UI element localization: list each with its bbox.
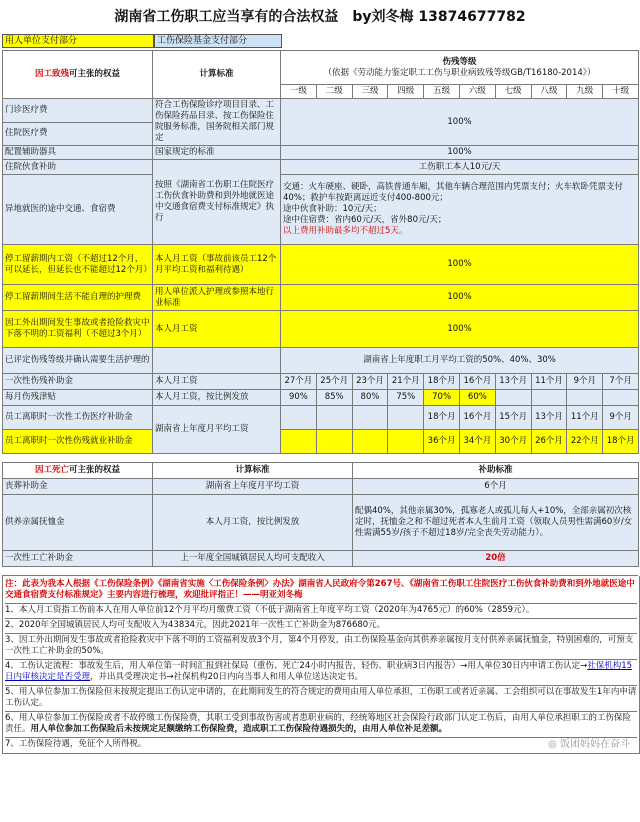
note-2: 2、2020年全国城镇居民人均可支配收入为43834元，因此2021年一次性工亡补助金为876680元。 — [5, 619, 637, 634]
note-4: 4、工伤认定流程：事故发生后，用人单位第一时间汇报到社保局（重伤、死亡24小时内报告，轻伤、职业病3日内报告）→用人单位30日内申请工伤认定→社保机构15日内审核决定是否受理，并出具受理决定书→社保机构20日内向当事人和用人单位送达决定书。 — [5, 660, 637, 686]
med-sub-grade-10: 9个月 — [603, 406, 639, 430]
std-subsidy: 湖南省上年度月平均工资 — [153, 406, 281, 454]
lump-sum-grade-3: 23个月 — [352, 374, 388, 390]
std-medical: 符合工伤保险诊疗项目目录、工伤保险药品目录、按工伤保险住院服务标准，国务院相关部门规定 — [153, 99, 281, 146]
allowance-grade-7 — [495, 390, 531, 406]
lump-sum-grade-2: 25个月 — [316, 374, 352, 390]
lump-sum-grade-8: 11个月 — [531, 374, 567, 390]
lump-sum-grade-5: 18个月 — [424, 374, 460, 390]
allowance-grade-9 — [567, 390, 603, 406]
death-header-standard: 计算标准 — [153, 463, 353, 479]
lump-sum-grade-1: 27个月 — [281, 374, 317, 390]
grade-7: 七级 — [495, 85, 531, 99]
notes-section — [2, 576, 640, 754]
row-label-pension: 供养亲属抚恤金 — [3, 495, 153, 551]
lump-sum-grade-4: 21个月 — [388, 374, 424, 390]
watermark: ◎ 饭团妈妈在奋斗 — [548, 739, 630, 750]
std-pension: 本人月工资，按比例发放 — [153, 495, 353, 551]
grade-1: 一级 — [281, 85, 317, 99]
row-label-monthly-allowance: 每月伤残津贴 — [3, 390, 153, 406]
med-sub-grade-6: 16个月 — [459, 406, 495, 430]
legend-employer: 用人单位支付部分 — [2, 34, 154, 48]
note-1: 1、本人月工资指工伤前本人在用人单位前12个月平均月缴费工资（不低于湖南省上年度平均工资（2020年为4765元）的60%（2859元）。 — [5, 604, 637, 619]
allowance-grade-6: 60% — [459, 390, 495, 406]
page-title: 湖南省工伤职工应当享有的合法权益 by刘冬梅 13874677782 — [114, 9, 526, 25]
med-sub-grade-2 — [316, 406, 352, 430]
grade-5: 五级 — [424, 85, 460, 99]
grade-8: 八级 — [531, 85, 567, 99]
emp-sub-grade-2 — [316, 430, 352, 454]
note-3: 3、因工外出期间发生事故或者抢险救灾中下落不明的工资福利发放3个月，第4个月停发，由工伤保险基金向其供养亲属按月支付供养亲属抚恤金，特别困难的，可预支一次性工亡补助金的50%。 — [5, 634, 637, 660]
row-label-assistive: 配置辅助器具 — [3, 146, 153, 160]
grade-6: 六级 — [459, 85, 495, 99]
death-header-benefit: 补助标准 — [353, 463, 639, 479]
val-death-lump: 20倍 — [353, 551, 639, 567]
row-label-life-care: 已评定伤残等级并确认需要生活护理的 — [3, 348, 153, 374]
emp-sub-grade-6: 34个月 — [459, 430, 495, 454]
row-label-missing: 因工外出期间发生事故或者抢险救灾中下落不明的工资福利（不超过3个月） — [3, 311, 153, 348]
emp-sub-grade-9: 22个月 — [567, 430, 603, 454]
std-missing: 本人月工资 — [153, 311, 281, 348]
emp-sub-grade-8: 26个月 — [531, 430, 567, 454]
note-7: 7、工伤保险待遇，免征个人所得税。 — [5, 739, 147, 749]
val-missing: 100% — [281, 311, 639, 348]
lump-sum-grade-7: 13个月 — [495, 374, 531, 390]
wechat-icon: ◎ — [548, 739, 560, 750]
grade-10: 十级 — [603, 85, 639, 99]
row-label-funeral: 丧葬补助金 — [3, 479, 153, 495]
allowance-grade-8 — [531, 390, 567, 406]
grade-9: 九级 — [567, 85, 603, 99]
row-label-meal: 住院伙食补助 — [3, 160, 153, 175]
row-label-travel: 异地就医的途中交通、食宿费 — [3, 175, 153, 245]
row-label-employment-subsidy: 员工离职时一次性伤残就业补助金 — [3, 430, 153, 454]
emp-sub-grade-5: 36个月 — [424, 430, 460, 454]
row-label-outpatient: 门诊医疗费 — [3, 99, 153, 123]
std-nursing: 用人单位派人护理或参照本地行业标准 — [153, 285, 281, 311]
allowance-grade-10 — [603, 390, 639, 406]
val-paid-leave: 100% — [281, 245, 639, 285]
allowance-grade-4: 75% — [388, 390, 424, 406]
emp-sub-grade-10: 18个月 — [603, 430, 639, 454]
note-4-underline: 社保机构15日内审核决定是否受理 — [5, 661, 633, 682]
note-5: 5、用人单位参加工伤保险但未按规定提出工伤认定申请的，在此期间发生的符合规定的费用由用人单位承担，工伤职工或者近亲属、工会组织可以在事故发生1年内申请工伤认定。 — [5, 686, 637, 712]
val-life-care: 湖南省上年度职工月平均工资的50%、40%、30% — [281, 348, 639, 374]
med-sub-grade-7: 15个月 — [495, 406, 531, 430]
std-lump-sum: 本人月工资 — [153, 374, 281, 390]
row-label-death-lump: 一次性工亡补助金 — [3, 551, 153, 567]
allowance-grade-5: 70% — [424, 390, 460, 406]
val-meal: 工伤职工本人10元/天 — [281, 160, 639, 175]
emp-sub-grade-3 — [352, 430, 388, 454]
disability-table — [2, 50, 639, 454]
page — [2, 0, 638, 754]
grade-3: 三级 — [352, 85, 388, 99]
val-pension: 配偶40%，其他亲属30%，孤寡老人或孤儿每人+10%，全部亲属初次核定时，抚恤金之和不超过死者本人生前月工资（领取人员男性需满60岁/女性需满55岁/孩子不超过18岁/完全丧失劳动能力）。 — [353, 495, 639, 551]
emp-sub-grade-1 — [281, 430, 317, 454]
val-medical: 100% — [281, 99, 639, 146]
std-death-lump: 上一年度全国城镇居民人均可支配收入 — [153, 551, 353, 567]
color-legend — [2, 34, 638, 48]
death-header-category: 因工死亡可主张的权益 — [3, 463, 153, 479]
val-travel: 交通：火车硬座、硬卧，高铁普通车厢，其他车辆合理范围内凭票支付；火车软卧凭票支付40%；救护车按距离远近支付400-800元； 途中伙食补助：10元/天； 途中住宿费：省内60元/天，省外80元/天； 以上费用补助最多均不超过5天。 — [281, 175, 639, 245]
row-label-nursing: 停工留薪期间生活不能自理的护理费 — [3, 285, 153, 311]
notes-header: 注：此表为我本人根据《工伤保险条例》《湖南省实施〈工伤保险条例〉办法》湖南省人民政府令第267号、《湖南省工伤职工住院医疗工伤伙食补助费和到外地就医途中交通食宿费支付标准规定》主要内容进行梳理，欢迎批评指正！——明亚刘冬梅 — [5, 577, 637, 604]
death-table — [2, 462, 639, 567]
val-funeral: 6个月 — [353, 479, 639, 495]
note-6: 6、用人单位参加工伤保险或者不故停缴工伤保险费，其职工受到事故伤害或者患职业病的，经统筹地区社会保险行政部门认定工伤后，由用人单位承担职工的工伤保险责任。用人单位参加工伤保险后未按规定足额缴纳工伤保险费，造成职工工伤保险待遇损失的，由用人单位补足差额。 — [5, 712, 637, 738]
grade-2: 二级 — [316, 85, 352, 99]
header-grade: 伤残等级 （依据《劳动能力鉴定职工工伤与职业病致残等级GB/T16180-2014》） — [281, 51, 639, 85]
val-assistive: 100% — [281, 146, 639, 160]
row-label-medical-subsidy: 员工离职时一次性工伤医疗补助金 — [3, 406, 153, 430]
std-paid-leave: 本人月工资（事故前该员工12个月平均工资和福利待遇） — [153, 245, 281, 285]
med-sub-grade-8: 13个月 — [531, 406, 567, 430]
allowance-grade-3: 80% — [352, 390, 388, 406]
std-monthly-allowance: 本人月工资，按比例发放 — [153, 390, 281, 406]
legend-fund: 工伤保险基金支付部分 — [154, 34, 282, 48]
row-label-paid-leave: 停工留薪期内工资（不超过12个月，可以延长，但延长也不能超过12个月） — [3, 245, 153, 285]
header-standard: 计算标准 — [153, 51, 281, 99]
emp-sub-grade-4 — [388, 430, 424, 454]
lump-sum-grade-9: 9个月 — [567, 374, 603, 390]
med-sub-grade-9: 11个月 — [567, 406, 603, 430]
grade-4: 四级 — [388, 85, 424, 99]
std-meal-travel: 按照《湖南省工伤职工住院医疗工伤伙食补助费和到外地就医途中交通食宿费支付标准规定》执行 — [153, 160, 281, 245]
allowance-grade-2: 85% — [316, 390, 352, 406]
med-sub-grade-4 — [388, 406, 424, 430]
std-funeral: 湖南省上年度月平均工资 — [153, 479, 353, 495]
val-nursing: 100% — [281, 285, 639, 311]
row-label-lump-sum: 一次性伤残补助金 — [3, 374, 153, 390]
allowance-grade-1: 90% — [281, 390, 317, 406]
std-life-care — [153, 348, 281, 374]
header-category: 因工致残可主张的权益 — [3, 51, 153, 99]
med-sub-grade-1 — [281, 406, 317, 430]
emp-sub-grade-7: 30个月 — [495, 430, 531, 454]
lump-sum-grade-6: 16个月 — [459, 374, 495, 390]
lump-sum-grade-10: 7个月 — [603, 374, 639, 390]
std-assistive: 国家规定的标准 — [153, 146, 281, 160]
med-sub-grade-3 — [352, 406, 388, 430]
med-sub-grade-5: 18个月 — [424, 406, 460, 430]
row-label-inpatient: 住院医疗费 — [3, 122, 153, 146]
